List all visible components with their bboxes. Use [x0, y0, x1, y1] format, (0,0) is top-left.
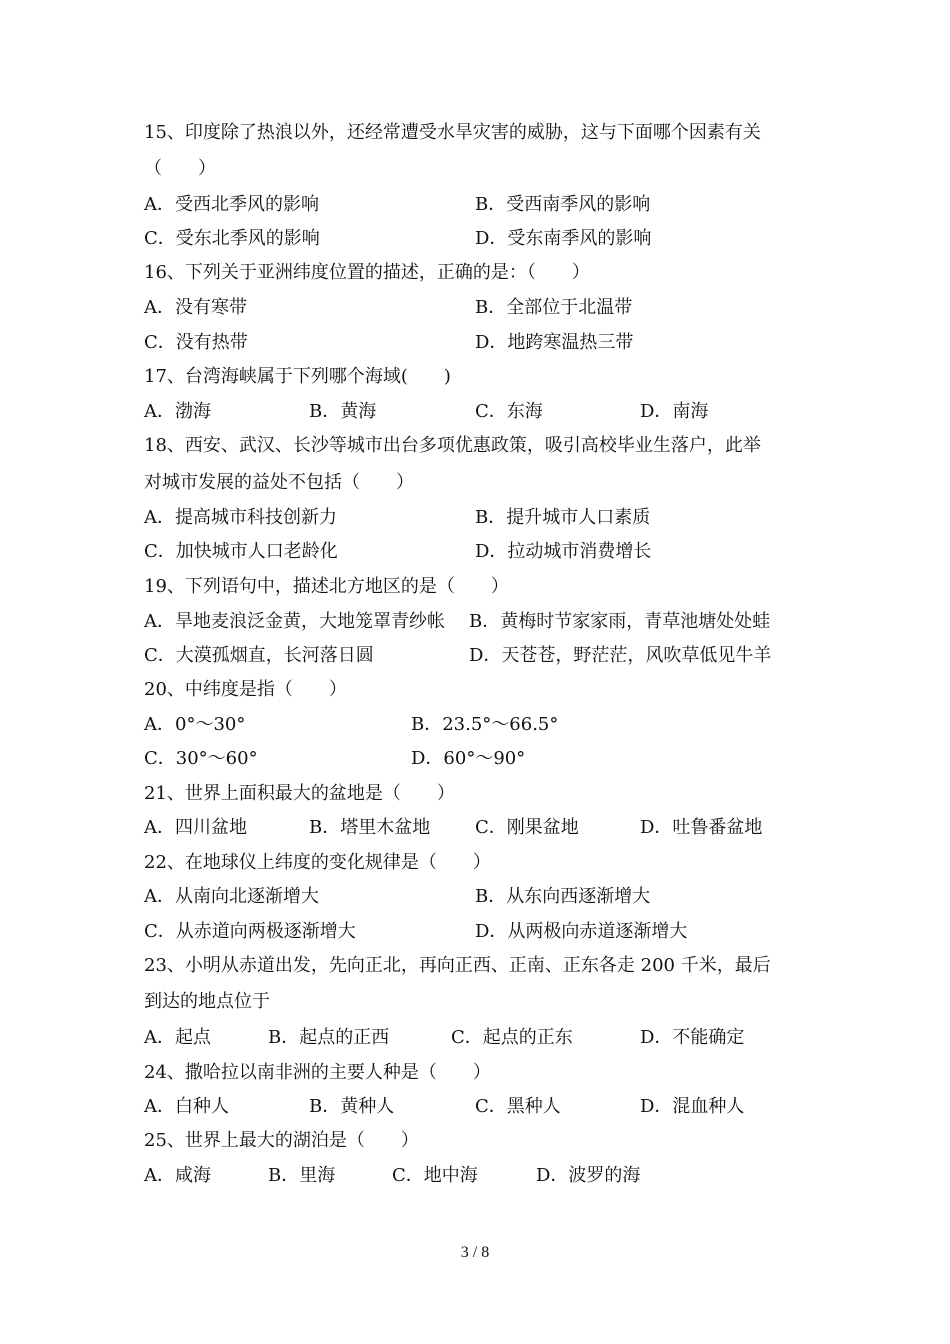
question-17-option-b: B．黄海: [309, 401, 377, 422]
question-21-option-c: C．刚果盆地: [475, 817, 579, 838]
question-19-option-a: A．旱地麦浪泛金黄，大地笼罩青纱帐: [144, 611, 445, 632]
question-16-option-d: D．地跨寒温热三带: [475, 332, 634, 353]
question-16-option-c: C．没有热带: [144, 332, 248, 353]
question-23-text: 23、小明从赤道出发，先向正北，再向正西、正南、正东各走 200 千米，最后: [144, 955, 771, 976]
question-21-option-a: A．四川盆地: [144, 817, 247, 838]
page-number: 3 / 8: [460, 1244, 490, 1261]
question-19-option-b: B．黄梅时节家家雨，青草池塘处处蛙: [469, 611, 771, 632]
question-15-option-c: C．受东北季风的影响: [144, 228, 320, 249]
question-24-text: 24、撒哈拉以南非洲的主要人种是（ ）: [144, 1062, 491, 1083]
question-23-option-b: B．起点的正西: [268, 1027, 390, 1048]
question-25-option-d: D．波罗的海: [536, 1165, 641, 1186]
question-16-text: 16、下列关于亚洲纬度位置的描述，正确的是：（ ）: [144, 262, 590, 283]
question-18-option-c: C．加快城市人口老龄化: [144, 541, 338, 562]
question-17-option-d: D．南海: [640, 401, 709, 422]
question-24-option-b: B．黄种人: [309, 1096, 395, 1117]
question-19-option-c: C．大漠孤烟直，长河落日圆: [144, 645, 374, 666]
question-16-option-a: A．没有寒带: [144, 297, 247, 318]
question-25-option-a: A．咸海: [144, 1165, 211, 1186]
question-22-option-c: C．从赤道向两极逐渐增大: [144, 921, 356, 942]
question-19-text: 19、下列语句中，描述北方地区的是（ ）: [144, 576, 509, 597]
question-20-text: 20、中纬度是指（ ）: [144, 679, 347, 700]
question-21-text: 21、世界上面积最大的盆地是（ ）: [144, 783, 455, 804]
question-17-text: 17、台湾海峡属于下列哪个海域( ): [144, 366, 451, 387]
question-24-option-d: D．混血种人: [640, 1096, 745, 1117]
question-16-option-b: B．全部位于北温带: [475, 297, 633, 318]
question-24-option-a: A．白种人: [144, 1096, 229, 1117]
question-23-option-c: C．起点的正东: [451, 1027, 573, 1048]
question-22-text: 22、在地球仪上纬度的变化规律是（ ）: [144, 852, 491, 873]
question-23-text-cont: 到达的地点位于: [144, 991, 270, 1012]
question-24-option-c: C．黑种人: [475, 1096, 561, 1117]
question-23-option-d: D．不能确定: [640, 1027, 745, 1048]
question-21-option-b: B．塔里木盆地: [309, 817, 431, 838]
question-20-option-a: A．0°～30°: [144, 714, 246, 735]
question-15-option-d: D．受东南季风的影响: [475, 228, 652, 249]
question-22-option-b: B．从东向西逐渐增大: [475, 886, 651, 907]
question-17-option-c: C．东海: [475, 401, 543, 422]
question-18-option-a: A．提高城市科技创新力: [144, 507, 337, 528]
question-15-text-cont: （ ）: [144, 158, 216, 179]
question-18-option-d: D．拉动城市消费增长: [475, 541, 652, 562]
question-15-option-a: A．受西北季风的影响: [144, 194, 319, 215]
question-18-option-b: B．提升城市人口素质: [475, 507, 651, 528]
question-15-text: 15、印度除了热浪以外，还经常遭受水旱灾害的威胁，这与下面哪个因素有关: [144, 122, 761, 143]
question-22-option-d: D．从两极向赤道逐渐增大: [475, 921, 688, 942]
question-20-option-d: D．60°～90°: [411, 748, 526, 769]
question-25-option-b: B．里海: [268, 1165, 336, 1186]
question-15-option-b: B．受西南季风的影响: [475, 194, 651, 215]
question-25-option-c: C．地中海: [392, 1165, 478, 1186]
question-21-option-d: D．吐鲁番盆地: [640, 817, 763, 838]
question-25-text: 25、世界上最大的湖泊是（ ）: [144, 1130, 419, 1151]
question-17-option-a: A．渤海: [144, 401, 211, 422]
question-22-option-a: A．从南向北逐渐增大: [144, 886, 319, 907]
question-18-text-cont: 对城市发展的益处不包括（ ）: [144, 472, 414, 493]
question-19-option-d: D．天苍苍，野茫茫，风吹草低见牛羊: [469, 645, 772, 666]
question-18-text: 18、西安、武汉、长沙等城市出台多项优惠政策，吸引高校毕业生落户，此举: [144, 435, 761, 456]
question-20-option-c: C．30°～60°: [144, 748, 258, 769]
question-20-option-b: B．23.5°～66.5°: [411, 714, 559, 735]
question-23-option-a: A．起点: [144, 1027, 211, 1048]
